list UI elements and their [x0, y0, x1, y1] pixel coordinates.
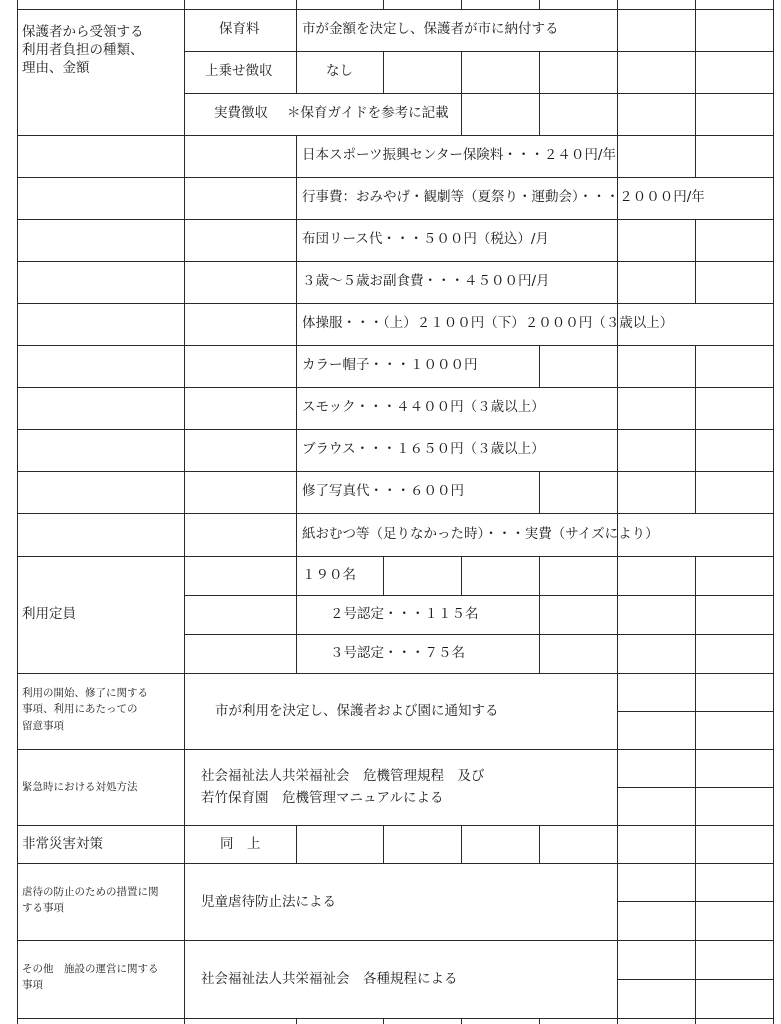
row-divider — [17, 556, 774, 557]
column-divider — [296, 556, 297, 673]
table-border-right — [773, 0, 774, 1024]
usage-label — [22, 685, 148, 734]
usage-label-line: 留意事項 — [22, 719, 64, 732]
row-divider — [184, 634, 774, 635]
emergency-label: 緊急時における対処方法 — [22, 781, 138, 793]
abuse-label-line: 虐待の防止のための措置に関 — [22, 886, 159, 898]
fee-detail-childcare: 市が金額を決定し、保護者が市に納付する — [302, 21, 559, 37]
emergency-value — [201, 765, 485, 810]
abuse-label-line: する事項 — [22, 902, 64, 915]
fee-detail-actual-cost: ＊保育ガイドを参考に記載 — [287, 105, 449, 121]
column-divider — [383, 556, 384, 596]
column-divider — [695, 345, 696, 514]
row-divider — [17, 177, 774, 178]
column-divider — [695, 219, 696, 304]
row-divider — [17, 863, 774, 864]
column-divider — [296, 1018, 297, 1024]
row-divider — [17, 261, 774, 262]
other-value: 社会福祉法人共栄福祉会 各種規程による — [201, 971, 458, 987]
fee-category-surcharge: 上乗せ徴収 — [205, 63, 273, 79]
fee-item: スモック・・・４４００円（３歳以上） — [302, 399, 545, 415]
column-divider — [461, 825, 462, 863]
column-divider — [383, 1018, 384, 1024]
fee-item: 布団リース代・・・５００円（税込）/月 — [302, 231, 549, 247]
column-divider — [383, 0, 384, 10]
fee-category-actual-cost: 実費徴収 — [214, 105, 268, 121]
abuse-value: 児童虐待防止法による — [201, 894, 336, 910]
column-divider — [461, 1018, 462, 1024]
fee-item: 修了写真代・・・６００円 — [302, 483, 464, 499]
emergency-value-line: 若竹保育園 危機管理マニュアルによる — [201, 790, 444, 807]
fee-section-label-line: 保護者から受領する — [22, 24, 144, 40]
column-divider — [539, 825, 540, 863]
fee-item: 紙おむつ等（足りなかった時）・・・実費（サイズにより） — [302, 526, 659, 542]
column-divider — [539, 51, 540, 135]
fee-item: カラー帽子・・・１０００円 — [302, 357, 478, 373]
column-divider — [617, 0, 618, 1024]
fee-item: 体操服・・・（上）２１００円（下）２０００円（３歳以上） — [302, 315, 674, 331]
row-divider — [17, 940, 774, 941]
label-column-divider — [184, 0, 185, 1024]
row-divider — [17, 429, 774, 430]
fee-category-childcare: 保育料 — [219, 21, 260, 37]
other-label — [22, 961, 159, 994]
disaster-label: 非常災害対策 — [22, 836, 103, 852]
usage-label-line: 事項、利用にあたっての — [22, 703, 138, 716]
row-divider — [17, 749, 774, 750]
fee-section-label-line: 理由、金額 — [22, 60, 90, 77]
capacity-label: 利用定員 — [22, 606, 76, 622]
column-divider — [383, 51, 384, 93]
column-divider — [539, 0, 540, 10]
capacity-type2: ２号認定・・・１１５名 — [330, 606, 479, 622]
usage-value: 市が利用を決定し、保護者および園に通知する — [215, 703, 499, 719]
row-divider — [17, 673, 774, 674]
abuse-label — [22, 884, 159, 917]
capacity-type3: ３号認定・・・７５名 — [330, 645, 465, 661]
column-divider — [461, 556, 462, 596]
fee-item: ３歳～５歳お副食費・・・４５００円/月 — [302, 273, 550, 289]
other-label-line: 事項 — [22, 979, 43, 992]
table-border-bottom — [17, 1018, 774, 1019]
row-divider — [17, 387, 774, 388]
row-divider — [17, 219, 774, 220]
row-divider — [17, 135, 774, 136]
fee-section-label — [22, 23, 144, 78]
column-divider — [461, 51, 462, 135]
row-divider — [17, 825, 774, 826]
column-divider — [695, 0, 696, 178]
column-divider — [461, 0, 462, 10]
row-divider — [184, 51, 774, 52]
fee-item: 行事費：おみやげ・観劇等（夏祭り・運動会）・・・２０００円/年 — [302, 189, 705, 205]
row-divider — [184, 595, 774, 596]
column-divider — [383, 825, 384, 863]
capacity-total: １９０名 — [302, 567, 356, 583]
column-divider — [539, 556, 540, 673]
column-divider — [695, 556, 696, 1024]
row-divider — [17, 345, 774, 346]
row-divider — [17, 513, 774, 514]
column-divider — [539, 345, 540, 387]
column-divider — [296, 0, 297, 93]
table-border-left — [17, 0, 18, 1024]
fee-detail-surcharge: なし — [326, 63, 353, 79]
row-divider — [17, 303, 774, 304]
emergency-value-line: 社会福祉法人共栄福祉会 危機管理規程 及び — [201, 768, 485, 784]
row-divider — [184, 93, 774, 94]
table-border-top — [17, 9, 774, 10]
fee-item: 日本スポーツ振興センター保険料・・・２４０円/年 — [302, 147, 616, 163]
usage-label-line: 利用の開始、修了に関する — [22, 687, 148, 699]
column-divider — [539, 471, 540, 513]
column-divider — [296, 135, 297, 556]
other-label-line: その他 施設の運営に関する — [22, 963, 159, 975]
row-divider — [17, 471, 774, 472]
column-divider — [296, 825, 297, 863]
column-divider — [539, 1018, 540, 1024]
fee-item: ブラウス・・・１６５０円（３歳以上） — [302, 441, 545, 457]
disaster-value: 同 上 — [220, 836, 261, 852]
fee-section-label-line: 利用者負担の種類、 — [22, 42, 144, 59]
